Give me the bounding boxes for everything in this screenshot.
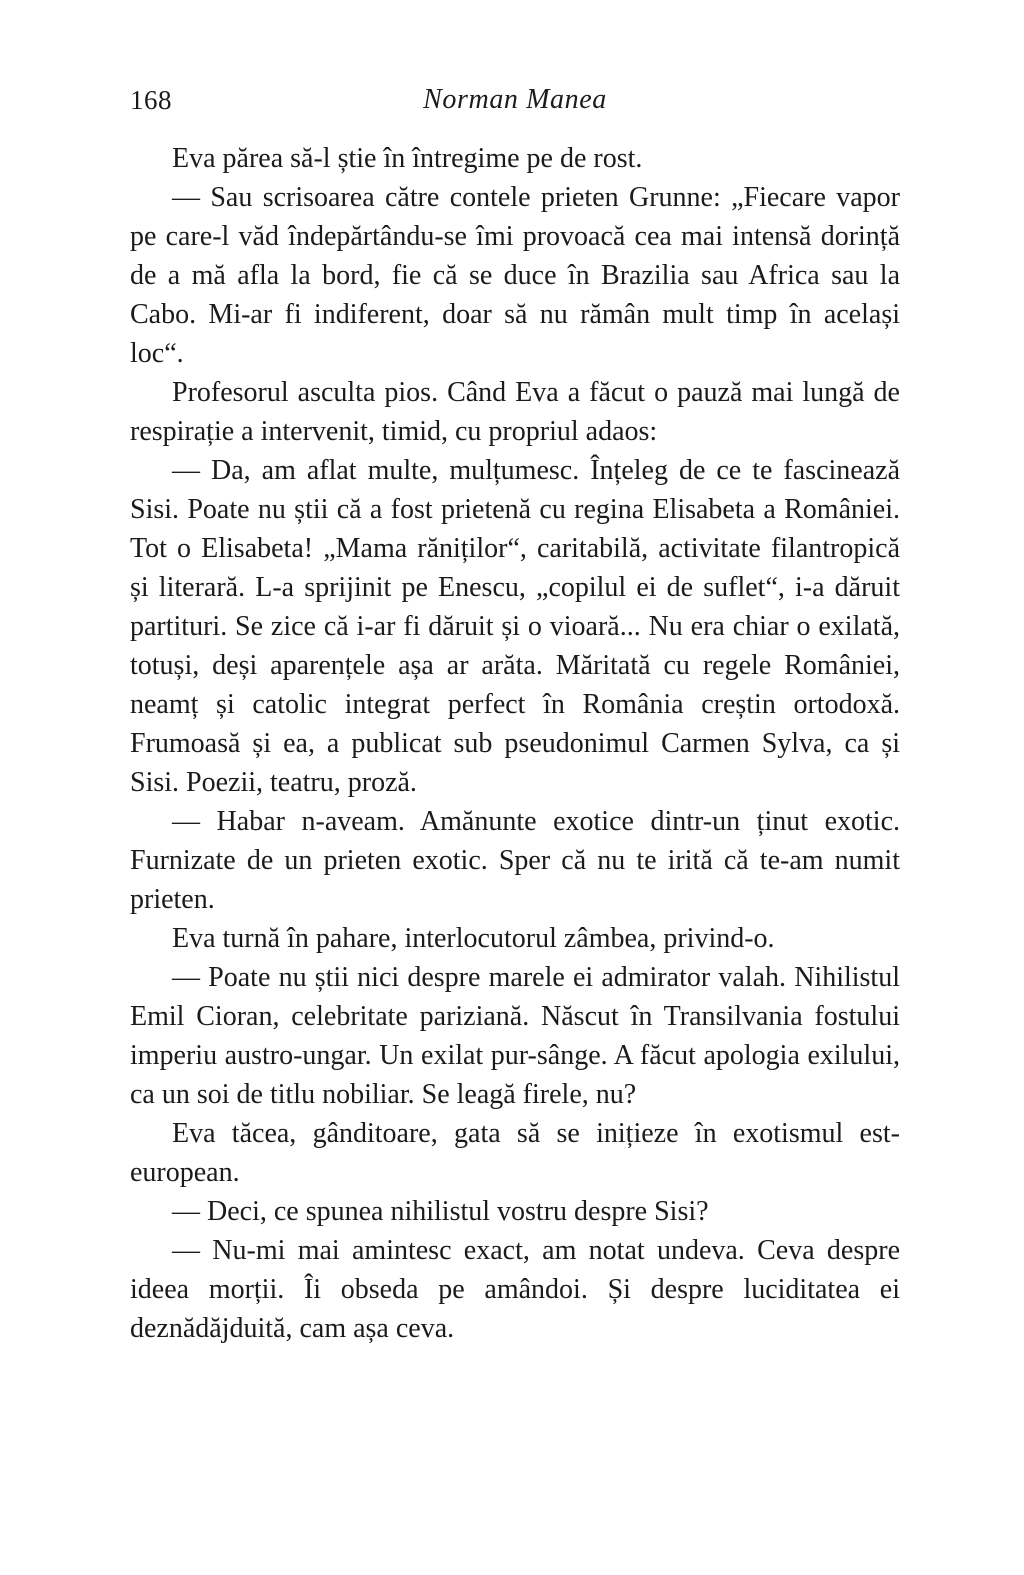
running-title-author: Norman Manea bbox=[423, 84, 607, 115]
page-body-text bbox=[130, 139, 900, 1348]
paragraph-dialogue: — Deci, ce spunea nihilistul vostru despre Sisi? bbox=[172, 1196, 709, 1227]
paragraph-dialogue: — Nu-mi mai amintesc exact, am notat undeva. Ceva despre ideea morții. Îi obseda pe amândoi. Și despre luciditatea ei deznădăjduită, cam așa ceva. bbox=[130, 1235, 900, 1344]
paragraph: Eva tăcea, gânditoare, gata să se inițieze în exotismul est-european. bbox=[130, 1118, 900, 1188]
paragraph-dialogue: — Sau scrisoarea către contele prieten Grunne: „Fiecare vapor pe care-l văd îndepărtându-se îmi provoacă cea mai intensă dorință de a mă afla la bord, fie că se duce în Brazilia sau Africa sau la Cabo. Mi-ar fi indiferent, doar să nu rămân mult timp în același loc“. bbox=[130, 182, 900, 369]
paragraph: Profesorul asculta pios. Când Eva a făcut o pauză mai lungă de respirație a intervenit, timid, cu propriul adaos: bbox=[130, 377, 900, 447]
running-header bbox=[130, 84, 900, 120]
paragraph-dialogue: — Habar n-aveam. Amănunte exotice dintr-un ținut exotic. Furnizate de un prieten exotic. Sper că nu te irită că te-am numit prieten. bbox=[130, 806, 900, 915]
paragraph-dialogue: — Da, am aflat multe, mulțumesc. Înțeleg de ce te fascinează Sisi. Poate nu știi că a fost prietenă cu regina Elisabeta a României. Tot o Elisabeta! „Mama răniților“, caritabilă, activitate filantropică și literară. L-a sprijinit pe Enescu, „copilul ei de suflet“, i-a dăruit partituri. Se zice că i-ar fi dăruit și o vioară... Nu era chiar o exilată, totuși, deși aparențele așa ar arăta. Măritată cu regele României, neamț și catolic integrat perfect în România creștin ortodoxă. Frumoasă și ea, a publicat sub pseudonimul Carmen Sylva, ca și Sisi. Poezii, teatru, proză. bbox=[130, 455, 900, 798]
paragraph: Eva părea să-l știe în întregime pe de rost. bbox=[172, 143, 643, 174]
paragraph: Eva turnă în pahare, interlocutorul zâmbea, privind-o. bbox=[172, 923, 775, 954]
paragraph-dialogue: — Poate nu știi nici despre marele ei admirator valah. Nihilistul Emil Cioran, celebritate pariziană. Născut în Transilvania fostului imperiu austro-ungar. Un exilat pur-sânge. A făcut apologia exilului, ca un soi de titlu nobiliar. Se leagă firele, nu? bbox=[130, 962, 900, 1110]
page-number: 168 bbox=[130, 85, 172, 115]
